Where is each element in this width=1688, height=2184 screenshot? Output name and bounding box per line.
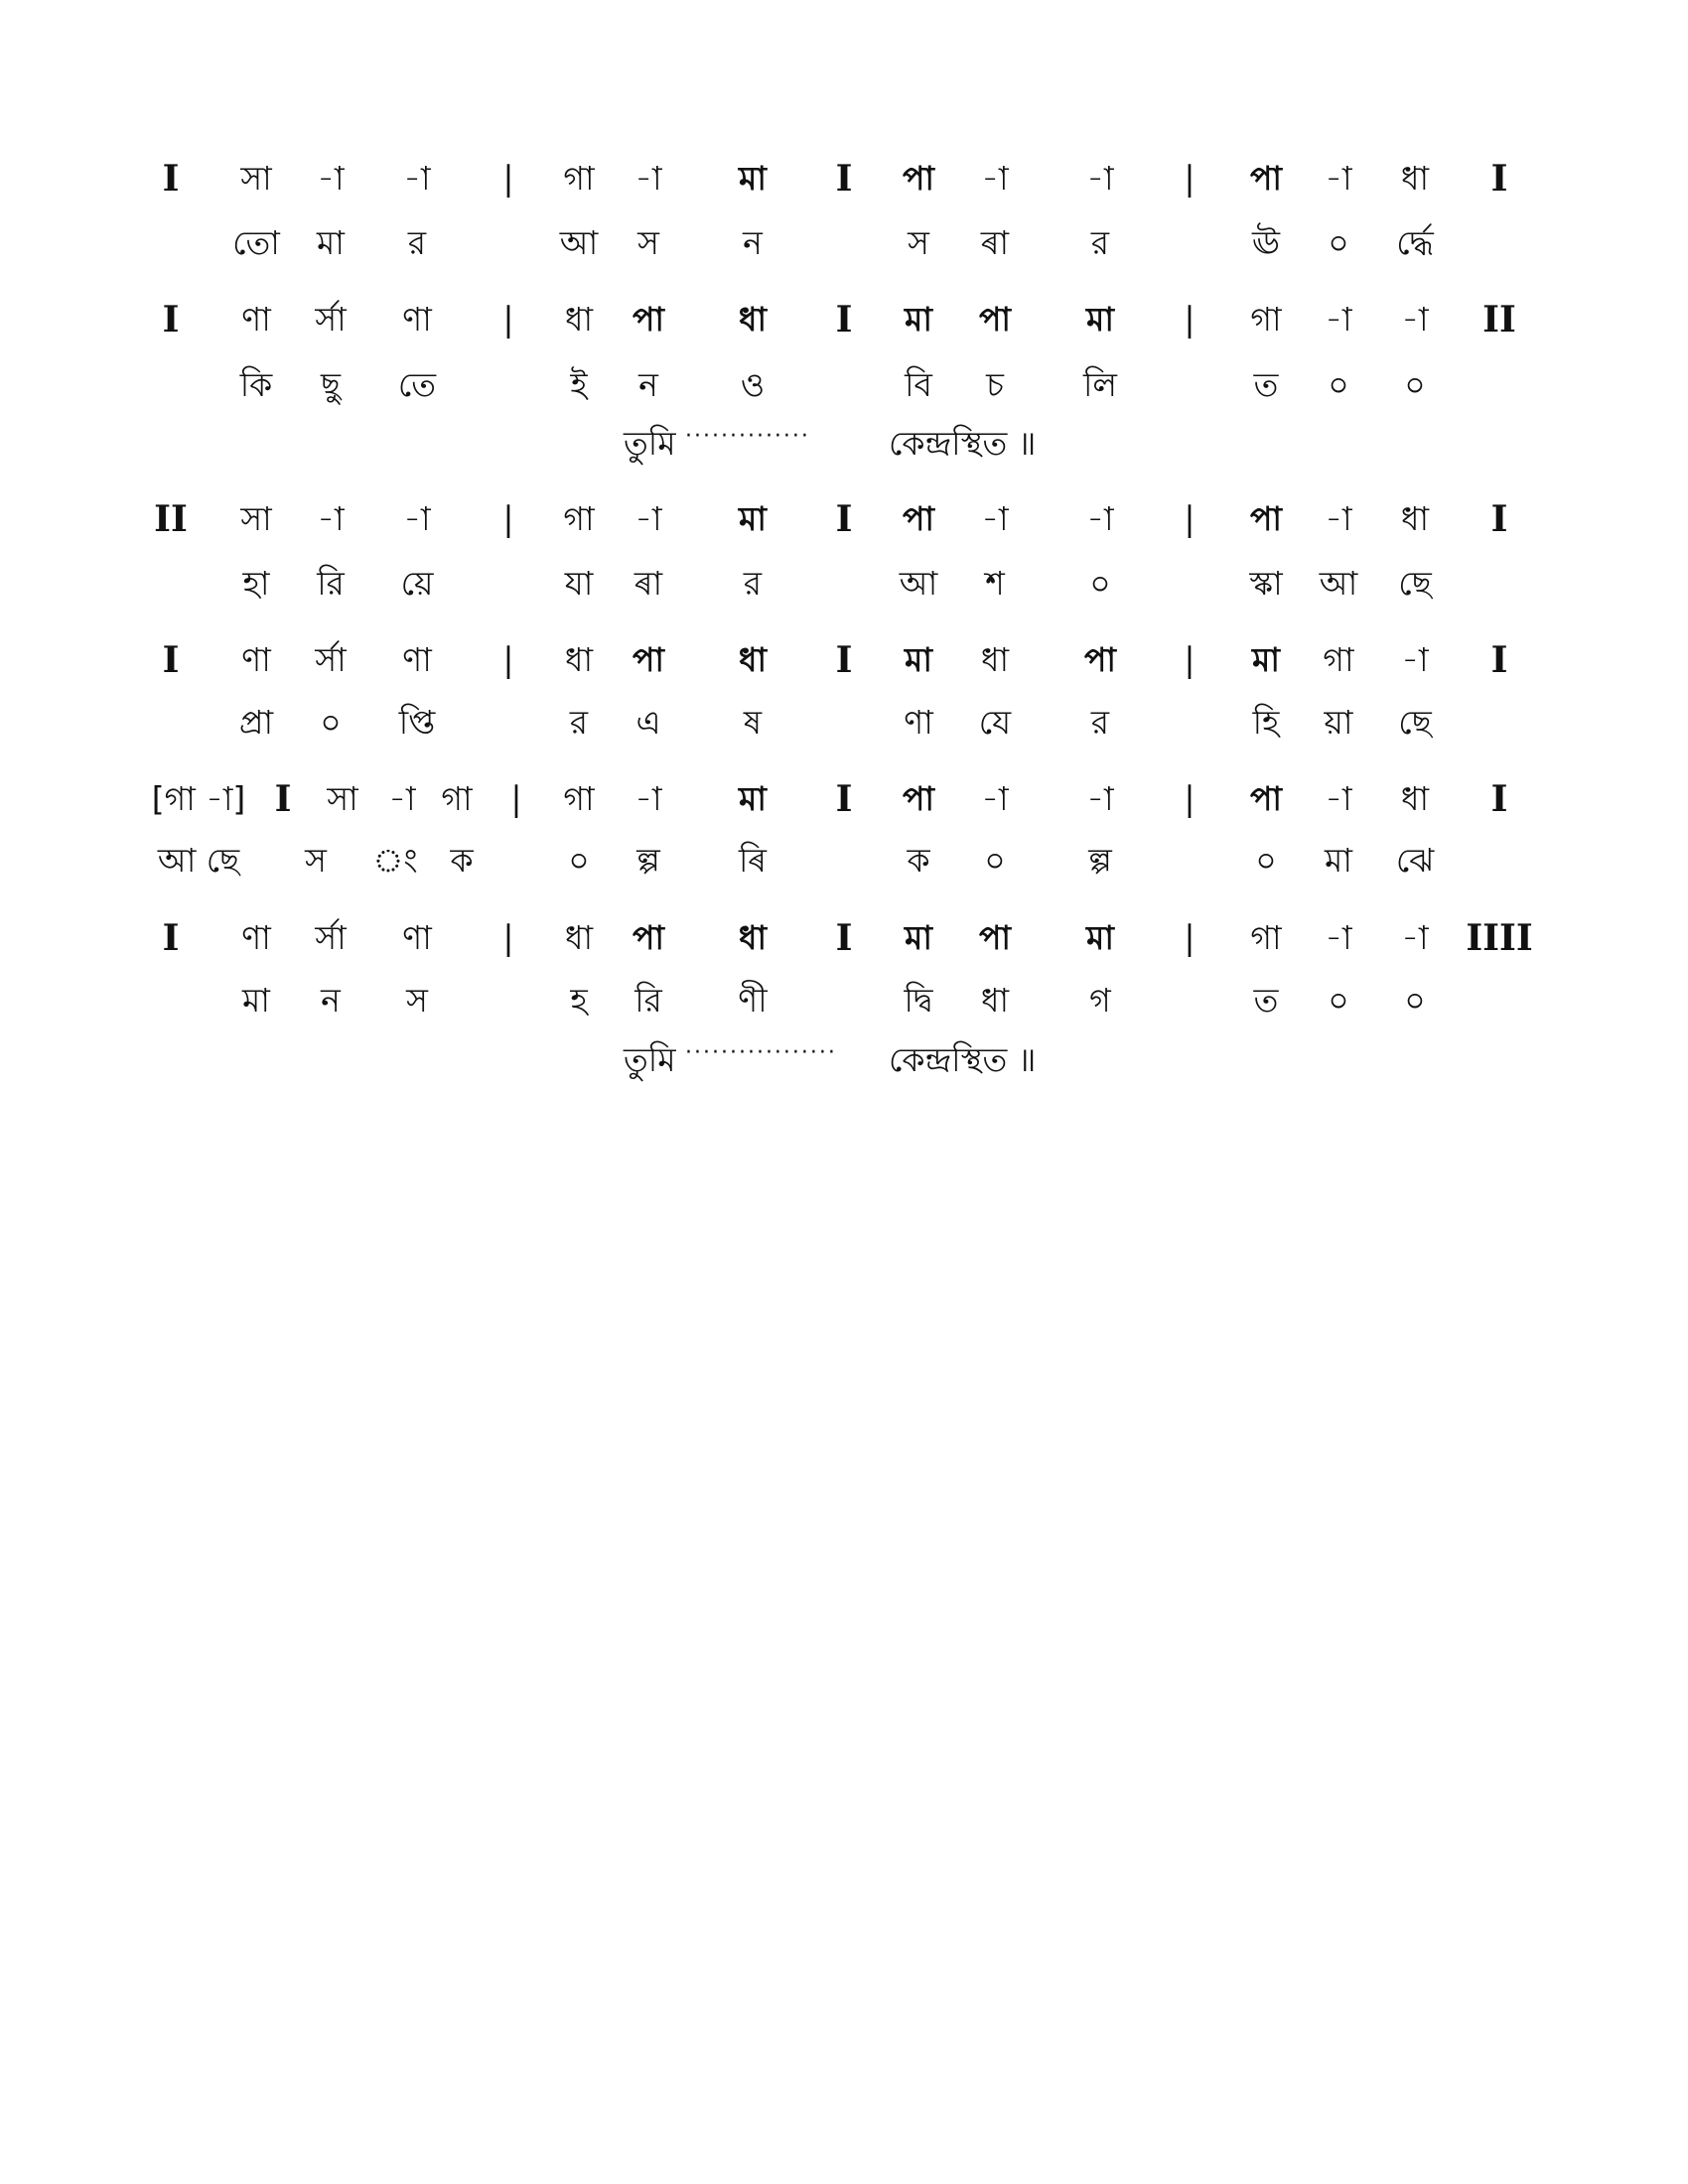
note: পা [903,499,934,538]
note: গা [1323,640,1354,679]
bar-line: I [835,158,853,200]
note: [গা -া] [151,779,246,818]
bar-line: | [1184,159,1196,199]
lyric-syllable: ক [450,841,474,880]
notation-row [0,774,1688,824]
lyric-syllable: ছে [1398,703,1432,742]
bar-line: I [835,778,853,820]
lyric-syllable: আ [559,223,599,262]
lyric-syllable: ০ [1328,223,1349,262]
lyric-syllable: র [1090,223,1110,262]
note: মা [905,300,932,339]
lyric-syllable: মা [317,223,345,262]
bar-line: II [1482,299,1516,341]
note: -া [634,499,662,538]
refrain-start: তুমি [624,1040,676,1079]
lyric-syllable: তে [397,365,437,404]
lyric-row [0,559,1688,609]
note: -া [1086,499,1114,538]
note: ণা [402,300,432,339]
lyric-syllable: ৰা [633,564,663,603]
bar-line: I [162,639,180,681]
bar-line: I [162,917,180,959]
lyric-syllable: ণা [904,703,933,742]
note: পা [633,300,664,339]
bar-line: | [502,918,514,958]
lyric-syllable: র [743,564,763,603]
note: পা [1084,640,1116,679]
note: মা [739,499,767,538]
note: র্সা [315,300,347,339]
refrain-line [0,1035,1688,1085]
lyric-syllable: ন [638,365,658,404]
bar-line: | [1184,779,1196,819]
note: সা [240,159,272,198]
note: ণা [241,640,271,679]
lyric-row [0,360,1688,410]
note: ণা [241,918,271,957]
note: গা [1250,300,1282,339]
lyric-syllable: য়ে [400,564,434,603]
note: -া [1325,499,1352,538]
lyric-syllable: যে [978,703,1012,742]
bar-line: | [1184,918,1196,958]
note: ণা [402,640,432,679]
lyric-syllable: যা [564,564,594,603]
note: র্সা [315,918,347,957]
lyric-syllable: স [637,223,659,262]
bar-line: I [835,498,853,540]
lyric-row [0,836,1688,886]
notation-row [0,635,1688,685]
lyric-syllable: ৰা [980,223,1010,262]
note: মা [1086,300,1114,339]
lyric-row [0,976,1688,1025]
lyric-syllable: ন [321,981,341,1020]
lyric-syllable: প্রা [238,703,274,742]
note: গা [1250,918,1282,957]
lyric-syllable: তো [232,223,280,262]
bar-line: I [1490,778,1508,820]
note: পা [979,300,1011,339]
note: -া [388,779,416,818]
lyric-syllable: ত [1253,981,1279,1020]
lyric-syllable: মা [242,981,270,1020]
bar-line: | [1184,300,1196,340]
note: -া [1401,918,1429,957]
note: -া [403,499,431,538]
lyric-syllable: ই [570,365,588,404]
note: মা [739,779,767,818]
lyric-syllable: ষ [743,703,763,742]
lyric-syllable: হ [570,981,588,1020]
lyric-syllable: য়া [1324,703,1353,742]
lyric-row [0,698,1688,748]
lyric-syllable: ং [372,841,418,880]
bar-line: I [1490,639,1508,681]
note: ধা [980,640,1010,679]
refrain-dots: ················· [685,1040,837,1065]
note: সা [240,499,272,538]
lyric-syllable: আ [899,564,938,603]
bar-line: | [510,779,522,819]
lyric-syllable: মা [1325,841,1352,880]
lyric-syllable: স [305,841,327,880]
lyric-syllable: ও [740,365,766,404]
note: র্সা [315,640,347,679]
note: ধা [564,918,594,957]
lyric-syllable: ণী [738,981,768,1020]
note: গা [563,779,595,818]
note: পা [1250,159,1282,198]
note: -া [981,779,1009,818]
note: -া [317,499,345,538]
lyric-syllable: ন [743,223,763,262]
lyric-syllable: রি [634,981,662,1020]
bar-line: I [162,158,180,200]
notation-row [0,913,1688,963]
lyric-syllable: প্তি [398,703,436,742]
lyric-syllable: ০ [984,841,1006,880]
refrain-end: কেন্দ্রস্থিত ॥ [889,424,1037,463]
lyric-syllable: আ [1319,564,1358,603]
lyric-syllable: গ [1089,981,1111,1020]
lyric-syllable: র [569,703,589,742]
lyric-syllable: হি [1252,703,1280,742]
lyric-syllable: স [406,981,428,1020]
note: -া [1325,159,1352,198]
note: মা [905,918,932,957]
lyric-syllable: শ [985,564,1005,603]
lyric-syllable: ০ [1328,981,1349,1020]
note: -া [1325,300,1352,339]
lyric-syllable: ছু [321,365,341,404]
note: সা [327,779,358,818]
lyric-syllable: স্কা [1249,564,1283,603]
bar-line: | [502,499,514,539]
note: পা [1250,499,1282,538]
lyric-syllable: ০ [320,703,342,742]
note: ধা [738,640,768,679]
note: মা [905,640,932,679]
notation-row [0,154,1688,204]
note: পা [979,918,1011,957]
note: গা [563,159,595,198]
bar-line: I [835,299,853,341]
lyric-syllable: হা [242,564,270,603]
note: -া [317,159,345,198]
bar-line: | [502,640,514,680]
note: ণা [241,300,271,339]
lyric-syllable: ০ [1404,981,1426,1020]
lyric-syllable: র [1090,703,1110,742]
bar-line: | [1184,640,1196,680]
note: মা [739,159,767,198]
notation-row [0,295,1688,344]
note: মা [1252,640,1280,679]
lyric-syllable: ০ [1328,365,1349,404]
lyric-syllable: চ [986,365,1004,404]
note: ণা [402,918,432,957]
bar-line: I [835,639,853,681]
lyric-syllable: ল্প [1088,841,1112,880]
lyric-syllable: বি [905,365,932,404]
note: ধা [564,640,594,679]
note: -া [634,159,662,198]
note: পা [903,159,934,198]
lyric-syllable: ঝে [1395,841,1435,880]
note: ধা [564,300,594,339]
bar-line: | [502,300,514,340]
lyric-syllable: দ্বি [904,981,933,1020]
bar-line: I [1490,158,1508,200]
bar-line: I [162,299,180,341]
lyric-syllable: ০ [1255,841,1277,880]
lyric-syllable: ল্প [636,841,660,880]
lyric-row [0,218,1688,268]
bar-line: | [502,159,514,199]
note: -া [1401,300,1429,339]
note: গা [441,779,473,818]
note: ধা [738,300,768,339]
note: ধা [738,918,768,957]
refrain-line [0,419,1688,469]
lyric-syllable: ঊ [1251,223,1281,262]
bar-line: | [1184,499,1196,539]
note: -া [981,499,1009,538]
lyric-syllable: ০ [1089,564,1111,603]
note: পা [633,918,664,957]
note: -া [1086,159,1114,198]
bar-line: II [154,498,188,540]
note: ধা [1400,779,1430,818]
lyric-syllable: র [407,223,427,262]
bar-line: I [274,778,292,820]
note: -া [1086,779,1114,818]
note: ধা [1400,159,1430,198]
refrain-dots: ·············· [685,424,810,449]
lyric-syllable: র্দ্ধে [1396,223,1434,262]
lyric-syllable: কি [239,365,273,404]
note: -া [1401,640,1429,679]
note: মা [1086,918,1114,957]
lyric-syllable: ৰি [738,841,768,880]
lyric-syllable: রি [317,564,345,603]
note: পা [633,640,664,679]
notation-row [0,494,1688,544]
lyric-syllable: স [908,223,929,262]
lyric-syllable: ক [907,841,930,880]
lyric-syllable: ছে [1398,564,1432,603]
note: -া [1325,779,1352,818]
lyric-syllable: ধা [980,981,1010,1020]
note: ধা [1400,499,1430,538]
note: -া [634,779,662,818]
note: গা [563,499,595,538]
note: -া [1325,918,1352,957]
note: -া [403,159,431,198]
lyric-syllable: এ [635,703,661,742]
note: পা [1250,779,1282,818]
bar-line: I [1490,498,1508,540]
refrain-end: কেন্দ্রস্থিত ॥ [889,1040,1037,1079]
bar-line: I [835,917,853,959]
lyric-syllable: লি [1082,365,1118,404]
note: -া [981,159,1009,198]
bar-line: IIII [1466,917,1533,959]
lyric-syllable: ০ [568,841,590,880]
lyric-syllable: ০ [1404,365,1426,404]
lyric-syllable: আ ছে [157,841,240,880]
refrain-start: তুমি [624,424,676,463]
lyric-syllable: ত [1253,365,1279,404]
note: পা [903,779,934,818]
